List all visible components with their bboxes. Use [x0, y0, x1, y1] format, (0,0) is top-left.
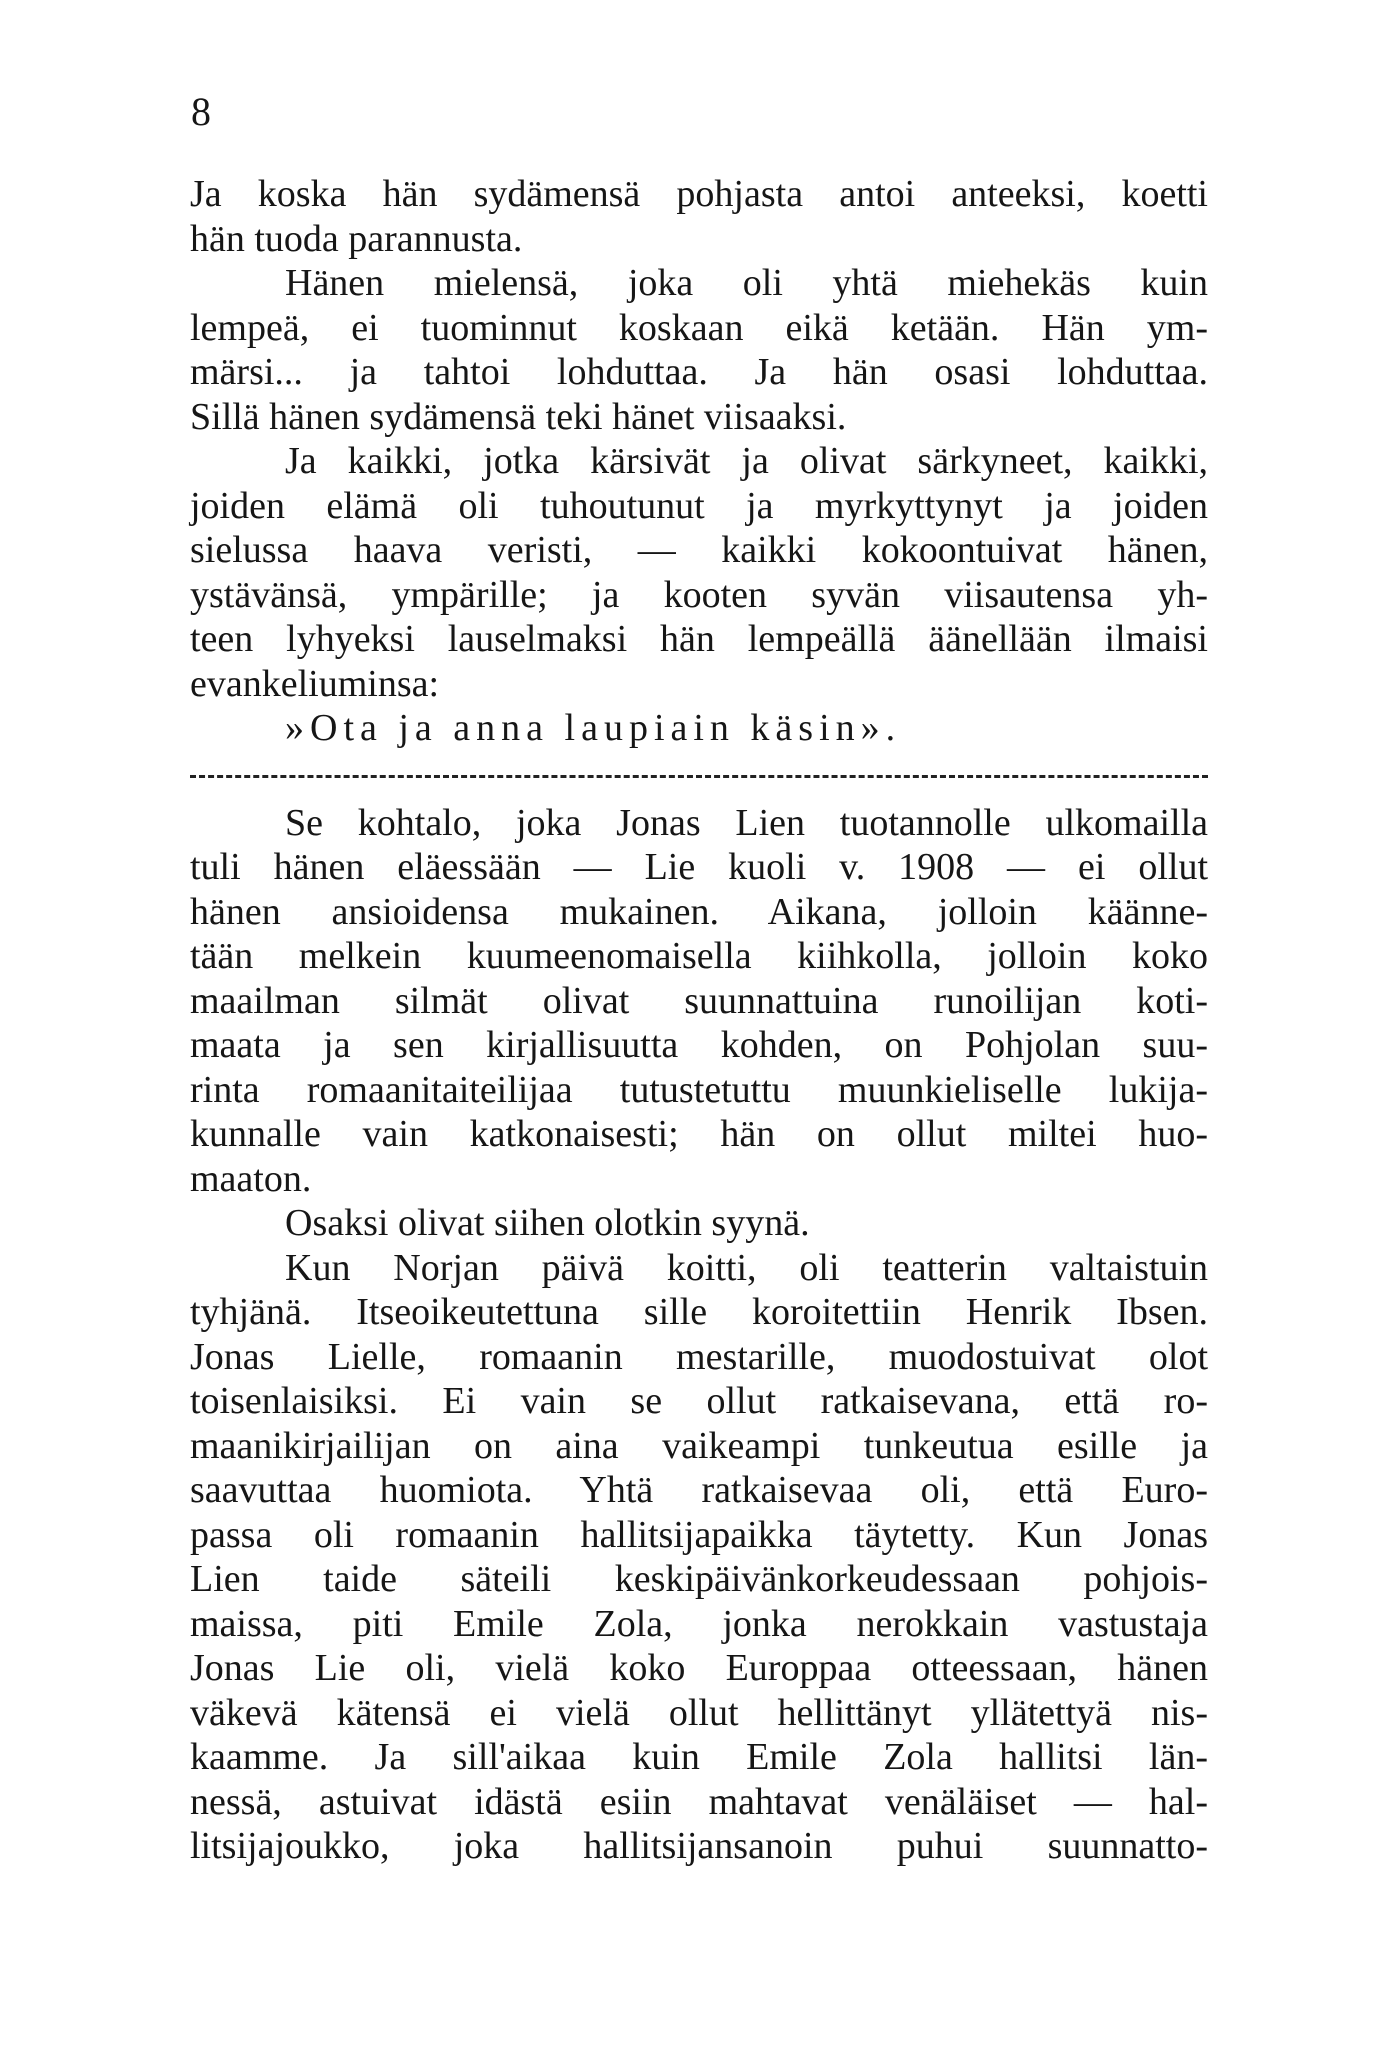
text-line: rinta romaanitaiteilijaa tutustetuttu muunkieliselle lukija-	[190, 1068, 1208, 1111]
text-line: passa oli romaanin hallitsijapaikka täytetty. Kun Jonas	[190, 1513, 1208, 1556]
text-line: hän tuoda parannusta.	[190, 217, 523, 260]
section-divider	[190, 751, 1208, 801]
text-line: teen lyhyeksi lauselmaksi hän lempeällä äänellään ilmaisi	[190, 618, 1208, 660]
text-line: Ja koska hän sydämensä pohjasta antoi anteeksi, koetti	[190, 173, 1208, 215]
text-line: tään melkein kuumeenomaisella kiihkolla, jolloin koko	[190, 935, 1208, 977]
text-line: Jonas Lielle, romaanin mestarille, muodostuivat olot	[190, 1335, 1208, 1378]
text-line: Jonas Lie oli, vielä koko Europpaa otteessaan, hänen	[190, 1647, 1208, 1689]
text-line: märsi... ja tahtoi lohduttaa. Ja hän osasi lohduttaa.	[190, 351, 1208, 393]
text-line: Ja kaikki, jotka kärsivät ja olivat särkyneet, kaikki,	[285, 440, 1208, 482]
text-line: tuli hänen eläessään — Lie kuoli v. 1908 — ei ollut	[190, 846, 1208, 888]
text-line: Se kohtalo, joka Jonas Lien tuotannolle ulkomailla	[285, 801, 1208, 844]
text-line: väkevä kätensä ei vielä ollut hellittänyt yllätettyä nis-	[190, 1691, 1208, 1734]
text-line: toisenlaisiksi. Ei vain se ollut ratkaisevana, että ro-	[190, 1380, 1208, 1422]
text-line: Kun Norjan päivä koitti, oli teatterin valtaistuin	[285, 1246, 1208, 1289]
text-line: hänen ansioidensa mukainen. Aikana, jolloin käänne-	[190, 890, 1208, 933]
text-line: sielussa haava veristi, — kaikki kokoontuivat hänen,	[190, 529, 1208, 571]
text-line: maailman silmät olivat suunnattuina runoilijan koti-	[190, 979, 1208, 1022]
text-line: lempeä, ei tuominnut koskaan eikä ketään. Hän ym-	[190, 306, 1208, 349]
text-line: tyhjänä. Itseoikeutettuna sille koroitettiin Henrik Ibsen.	[190, 1291, 1208, 1333]
text-line: Osaksi olivat siihen olotkin syynä.	[285, 1202, 810, 1244]
text-line: joiden elämä oli tuhoutunut ja myrkyttynyt ja joiden	[190, 484, 1208, 527]
motto-line: »Ota ja anna laupiain käsin».	[285, 707, 902, 749]
page-number: 8	[191, 89, 211, 134]
text-line: Sillä hänen sydämensä teki hänet viisaaksi.	[190, 395, 847, 438]
text-line: ystävänsä, ympärille; ja kooten syvän viisautensa yh-	[190, 573, 1208, 616]
text-line: maanikirjailijan on aina vaikeampi tunkeutua esille ja	[190, 1424, 1208, 1467]
text-line: litsijajoukko, joka hallitsijansanoin puhui suunnatto-	[190, 1825, 1208, 1867]
text-line: kaamme. Ja sill'aikaa kuin Emile Zola hallitsi län-	[190, 1736, 1208, 1778]
text-line: maissa, piti Emile Zola, jonka nerokkain vastustaja	[190, 1602, 1208, 1645]
text-line: maaton.	[190, 1157, 312, 1200]
text-line: Lien taide säteili keskipäivänkorkeudessaan pohjois-	[190, 1558, 1208, 1600]
text-line: nessä, astuivat idästä esiin mahtavat venäläiset — hal-	[190, 1780, 1208, 1823]
text-line: saavuttaa huomiota. Yhtä ratkaisevaa oli, että Euro-	[190, 1469, 1208, 1511]
text-line: Hänen mielensä, joka oli yhtä miehekäs kuin	[285, 262, 1208, 304]
text-line: evankeliuminsa:	[190, 662, 440, 705]
text-line: kunnalle vain katkonaisesti; hän on ollut miltei huo-	[190, 1113, 1208, 1155]
text-line: maata ja sen kirjallisuutta kohden, on Pohjolan suu-	[190, 1024, 1208, 1066]
page-text	[190, 172, 1208, 1869]
